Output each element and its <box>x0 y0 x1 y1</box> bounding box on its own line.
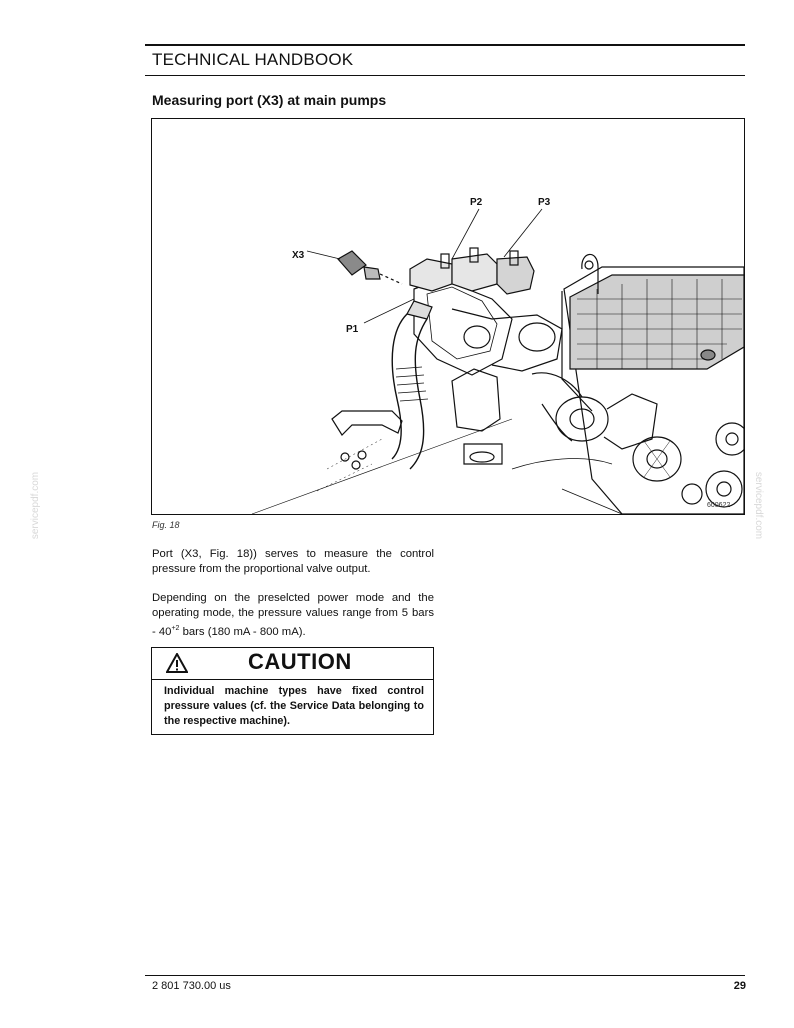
caution-text: Individual machine types have fixed control pressure values (cf. the Service Data belonging to the respective machine). <box>164 685 424 727</box>
figure-caption: Fig. 18 <box>152 520 180 530</box>
header-title: TECHNICAL HANDBOOK <box>152 50 354 69</box>
callout-p2: P2 <box>470 197 483 208</box>
pressure-text-end: bars (180 mA - 800 mA). <box>179 625 306 638</box>
section-title: Measuring port (X3) at main pumps <box>152 92 387 108</box>
hose <box>392 301 432 469</box>
header-rule-bottom <box>145 75 745 76</box>
paragraph-port-description: Port (X3, Fig. 18)) serves to measure the control pressure from the proportional valve output. <box>152 548 434 575</box>
alternator <box>633 437 681 481</box>
watermark-right: servicepdf.com <box>752 471 764 540</box>
valve-cover <box>570 275 744 369</box>
header-rule-top <box>145 44 745 46</box>
caution-header <box>152 648 433 680</box>
paragraph-pressure-range <box>152 591 434 640</box>
pressure-text-start: Depending on the preselcted power mode and the operating mode, the pressure values range from 5 bars - 40 <box>152 592 434 638</box>
image-code: 600622 <box>707 502 731 509</box>
pump-assembly <box>410 248 562 375</box>
watermark-left: servicepdf.com <box>30 471 42 540</box>
callout-p1: P1 <box>346 324 359 335</box>
caution-box <box>151 647 434 735</box>
turbocharger <box>532 373 657 449</box>
caution-heading: CAUTION <box>248 649 352 674</box>
figure-18 <box>151 118 745 515</box>
x3-fitting <box>338 251 402 284</box>
warning-triangle-icon <box>166 653 188 673</box>
callout-x3: X3 <box>292 250 305 261</box>
footer-rule <box>145 975 745 976</box>
pressure-tolerance: +2 <box>171 625 180 632</box>
page-number: 29 <box>733 980 746 992</box>
document-code: 2 801 730.00 us <box>152 980 231 992</box>
engine-pump-illustration <box>152 119 744 514</box>
callout-p3: P3 <box>538 197 551 208</box>
